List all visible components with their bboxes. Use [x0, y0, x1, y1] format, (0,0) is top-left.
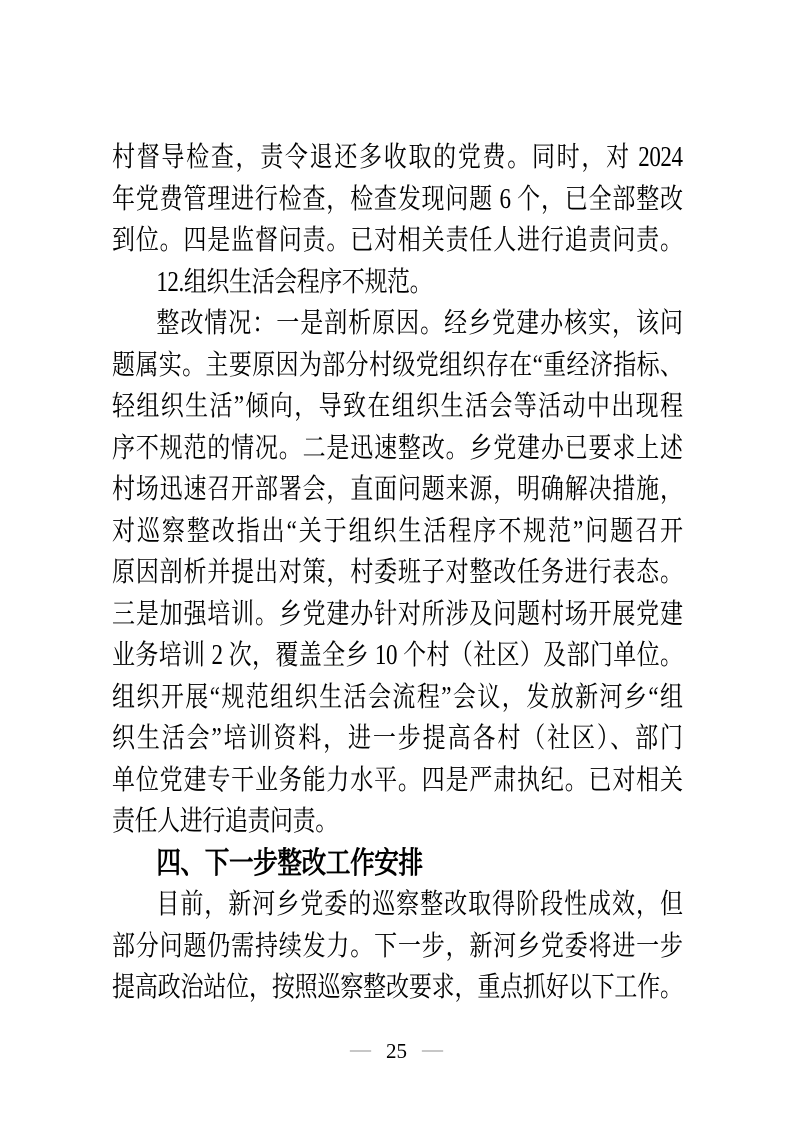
text-line: 题属实。主要原因为部分村级党组织存在“重经济指标、: [112, 349, 683, 381]
text-line: 轻组织生活”倾向，导致在组织生活会等活动中出现程: [112, 391, 683, 422]
text-line: 部分问题仍需持续发力。下一步，新河乡党委将进一步: [112, 930, 683, 962]
text-line: 织生活会”培训资料，进一步提高各村（社区）、部门: [112, 723, 683, 754]
text-line: 目前，新河乡党委的巡察整改取得阶段性成效，但: [156, 889, 683, 920]
text-line: 12.组织生活会程序不规范。: [156, 266, 433, 298]
text-line: 对巡察整改指出“关于组织生活程序不规范”问题召开: [112, 515, 683, 547]
text-line: 原因剖析并提出对策，村委班子对整改任务进行表态。: [112, 557, 683, 588]
text-line: 责任人进行追责问责。: [112, 806, 338, 837]
text-line: 三是加强培训。乡党建办针对所涉及问题村场开展党建: [112, 598, 683, 630]
page-number: 25: [386, 1039, 407, 1063]
text-line: 村场迅速召开部署会，直面问题来源，明确解决措施，: [112, 474, 683, 505]
text-line: 村督导检查，责令退还多收取的党费。同时，对 2024: [112, 142, 683, 173]
text-line: 业务培训 2 次，覆盖全乡 10 个村（社区）及部门单位。: [112, 640, 683, 671]
text-line: 整改情况：一是剖析原因。经乡党建办核实，该问: [156, 308, 683, 339]
document-body: [112, 137, 793, 1009]
text-line: 年党费管理进行检查，检查发现问题 6 个，已全部整改: [112, 183, 683, 215]
text-line: 提高政治站位，按照巡察整改要求，重点抓好以下工作。: [112, 972, 683, 1003]
page-footer: [0, 1037, 793, 1063]
footer-dash-right: —: [422, 1037, 443, 1061]
text-line: 到位。四是监督问责。已对相关责任人进行追责问责。: [112, 225, 683, 256]
text-line: 序不规范的情况。二是迅速整改。乡党建办已要求上述: [112, 432, 683, 464]
text-line: 单位党建专干业务能力水平。四是严肃执纪。已对相关: [112, 764, 683, 796]
text-line: 组织开展“规范组织生活会流程”会议，发放新河乡“组: [112, 681, 683, 713]
section-heading: 四、下一步整改工作安排: [156, 846, 423, 880]
footer-dash-left: —: [350, 1037, 371, 1061]
